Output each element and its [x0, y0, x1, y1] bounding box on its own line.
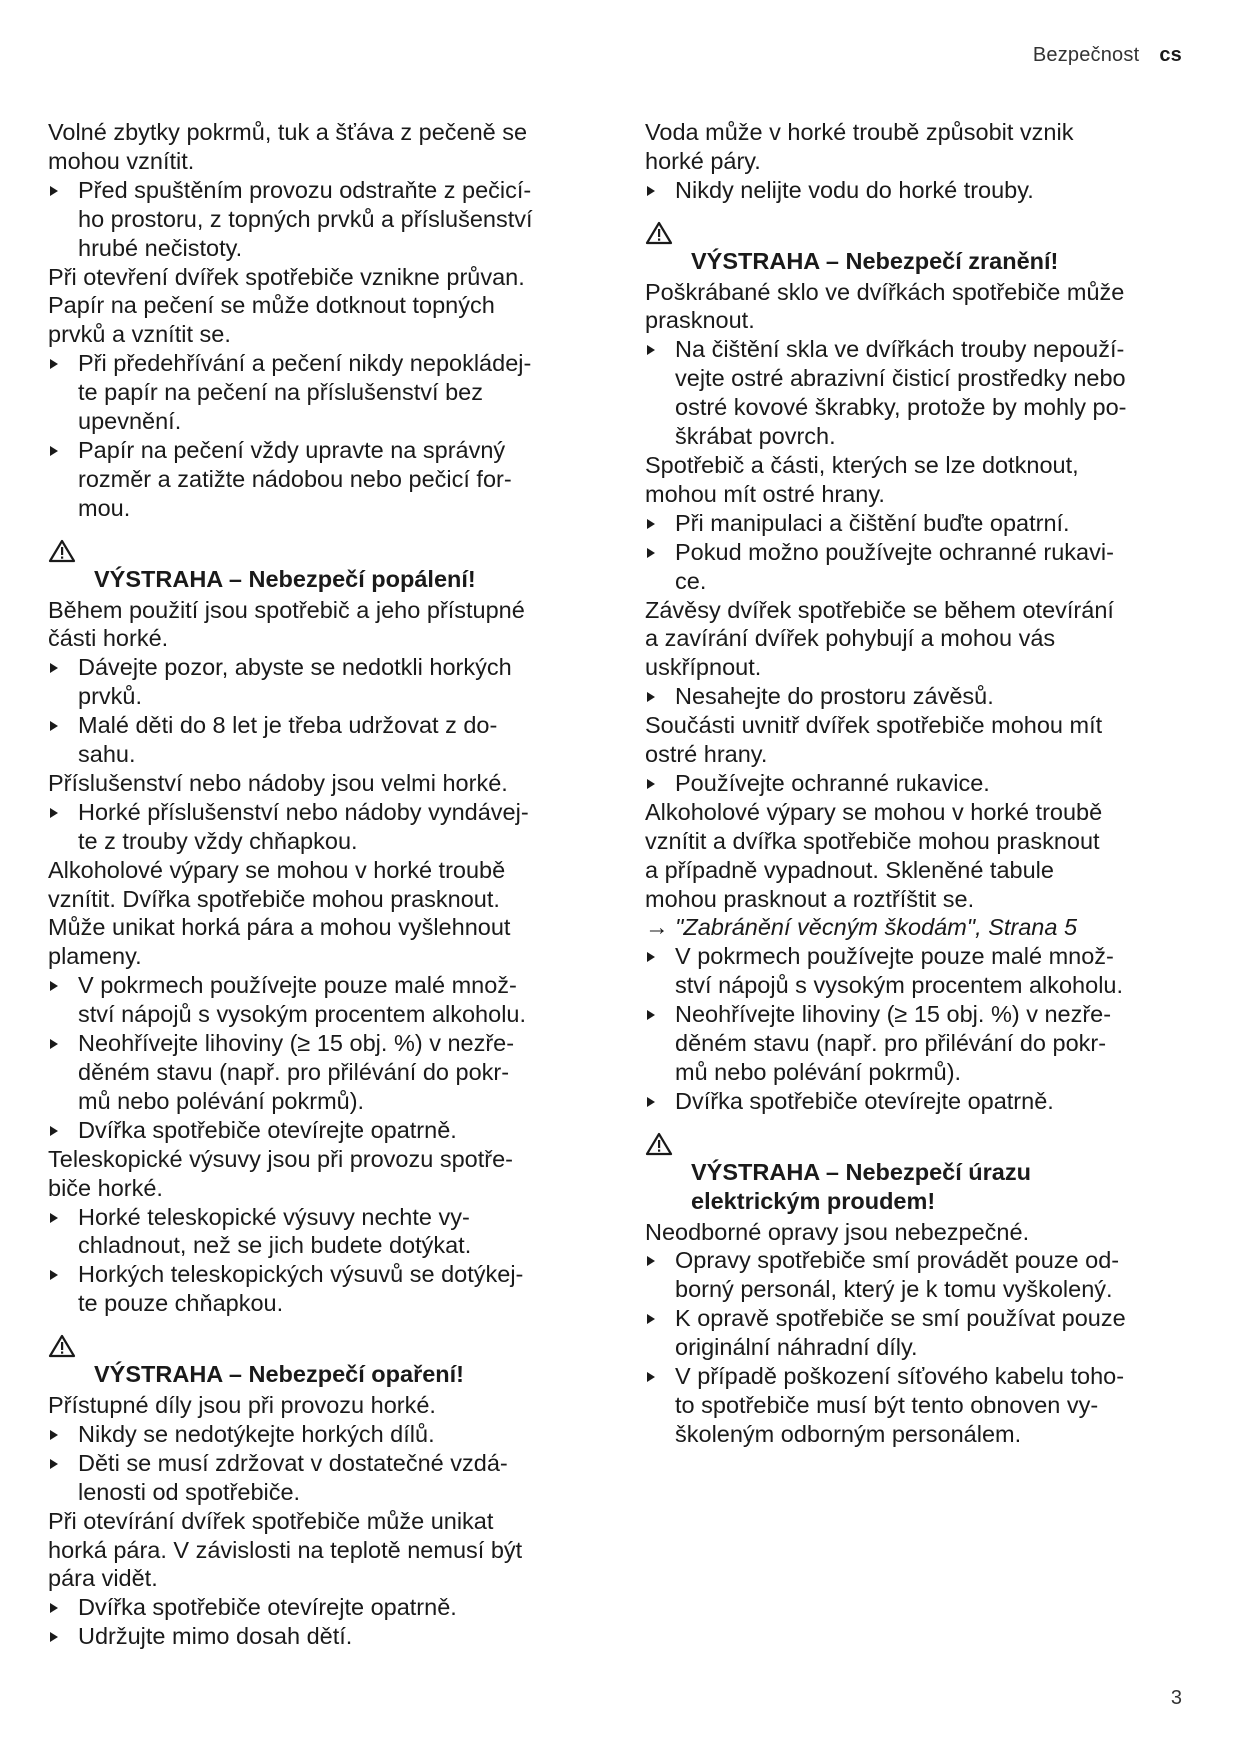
bullet-item: Dvířka spotřebiče otevírejte opatrně.: [645, 1087, 1185, 1116]
bullet-item: Udržujte mimo dosah dětí.: [48, 1622, 588, 1651]
bullet-icon: [647, 952, 655, 962]
paragraph: Alkoholové výpary se mohou v horké troubě vznítit. Dvířka spotřebiče mohou prasknout. Může unikat horká pára a mohou vyšlehnout plameny.: [48, 856, 511, 970]
warning-heading: VÝSTRAHA – Nebezpečí opaření!: [48, 1331, 588, 1389]
cross-reference-text: "Zabránění věcným škodám", Strana 5: [675, 914, 1078, 941]
bullet-icon: [50, 721, 58, 731]
bullet-icon: [50, 663, 58, 673]
bullet-item: Při předehřívání a pečení nikdy nepokládej- te papír na pečení na příslušenství bez upevnění.: [48, 349, 588, 436]
bullet-icon: [647, 1372, 655, 1382]
warning-heading: VÝSTRAHA – Nebezpečí úrazu elektrickým proudem!: [645, 1129, 1185, 1216]
warning-heading: VÝSTRAHA – Nebezpečí zranění!: [645, 218, 1185, 276]
bullet-icon: [50, 808, 58, 818]
warning-triangle-icon: [645, 221, 673, 245]
bullet-icon: [50, 1270, 58, 1280]
bullet-icon: [50, 1430, 58, 1440]
bullet-icon: [50, 981, 58, 991]
section-title: Bezpečnost: [1032, 44, 1140, 66]
paragraph: Alkoholové výpary se mohou v horké troubě vznítit a dvířka spotřebiče mohou prasknout a případně vypadnout. Skleněné tabule mohou prasknout a roztříštit se.: [645, 798, 1103, 912]
cross-reference-link[interactable]: [645, 913, 1185, 942]
bullet-icon: [647, 345, 655, 355]
bullet-item: Dávejte pozor, abyste se nedotkli horkých prvků.: [48, 653, 588, 711]
bullet-item: Neohřívejte lihoviny (≥ 15 obj. %) v nezře- děném stavu (např. pro přilévání do pokr- mů nebo polévání pokrmů).: [48, 1029, 588, 1116]
bullet-item: Nikdy nelijte vodu do horké trouby.: [645, 176, 1185, 205]
bullet-icon: [647, 1256, 655, 1266]
left-column: [48, 118, 588, 1651]
bullet-icon: [647, 1010, 655, 1020]
bullet-item: Papír na pečení vždy upravte na správný rozměr a zatižte nádobou nebo pečicí for- mou.: [48, 436, 588, 523]
bullet-item: Horkých teleskopických výsuvů se dotýkej- te pouze chňapkou.: [48, 1260, 588, 1318]
page-header: [1033, 44, 1182, 67]
bullet-icon: [50, 1459, 58, 1469]
page-number: 3: [1170, 1687, 1182, 1709]
bullet-item: Na čištění skla ve dvířkách trouby nepouží- vejte ostré abrazivní čisticí prostředky nebo ostré kovové škrabky, protože by mohly po- škrábat povrch.: [645, 335, 1185, 451]
bullet-icon: [50, 1039, 58, 1049]
bullet-icon: [50, 359, 58, 369]
paragraph: Neodborné opravy jsou nebezpečné.: [645, 1218, 1030, 1245]
language-code: cs: [1159, 44, 1182, 66]
paragraph: Přístupné díly jsou při provozu horké.: [48, 1391, 436, 1418]
bullet-icon: [647, 1314, 655, 1324]
warning-triangle-icon: [48, 1334, 76, 1358]
bullet-item: Pokud možno používejte ochranné rukavi- ce.: [645, 538, 1185, 596]
bullet-item: V případě poškození síťového kabelu toho- to spotřebiče musí být tento obnoven vy- školeným odborným personálem.: [645, 1362, 1185, 1449]
bullet-icon: [647, 186, 655, 196]
bullet-icon: [50, 1213, 58, 1223]
paragraph: Při otevírání dvířek spotřebiče může unikat horká pára. V závislosti na teplotě nemusí být pára vidět.: [48, 1507, 523, 1592]
warning-triangle-icon: [645, 1132, 673, 1156]
bullet-item: Neohřívejte lihoviny (≥ 15 obj. %) v nezře- děném stavu (např. pro přilévání do pokr- mů nebo polévání pokrmů).: [645, 1000, 1185, 1087]
paragraph: Příslušenství nebo nádoby jsou velmi horké.: [48, 769, 508, 796]
arrow-right-icon: →: [645, 914, 669, 941]
paragraph: Teleskopické výsuvy jsou při provozu spotře- biče horké.: [48, 1145, 513, 1201]
bullet-item: Při manipulaci a čištění buďte opatrní.: [645, 509, 1185, 538]
paragraph: Při otevření dvířek spotřebiče vznikne průvan. Papír na pečení se může dotknout topných prvků a vznítit se.: [48, 263, 525, 348]
bullet-item: Nesahejte do prostoru závěsů.: [645, 682, 1185, 711]
warning-triangle-icon: [48, 539, 76, 563]
paragraph: Součásti uvnitř dvířek spotřebiče mohou mít ostré hrany.: [645, 712, 1103, 768]
bullet-item: Horké příslušenství nebo nádoby vyndávej- te z trouby vždy chňapkou.: [48, 798, 588, 856]
paragraph: Během použití jsou spotřebič a jeho přístupné části horké.: [48, 596, 525, 652]
paragraph: Voda může v horké troubě způsobit vznik horké páry.: [645, 119, 1074, 174]
paragraph: Spotřebič a části, kterých se lze dotknout, mohou mít ostré hrany.: [645, 451, 1079, 507]
paragraph: Volné zbytky pokrmů, tuk a šťáva z pečeně se mohou vznítit.: [48, 119, 528, 174]
bullet-icon: [647, 779, 655, 789]
bullet-item: K opravě spotřebiče se smí používat pouze originální náhradní díly.: [645, 1304, 1185, 1362]
bullet-icon: [50, 1126, 58, 1136]
bullet-icon: [647, 692, 655, 702]
bullet-icon: [50, 186, 58, 196]
warning-heading: VÝSTRAHA – Nebezpečí popálení!: [48, 536, 588, 594]
bullet-item: V pokrmech používejte pouze malé množ- ství nápojů s vysokým procentem alkoholu.: [645, 942, 1185, 1000]
bullet-item: Děti se musí zdržovat v dostatečné vzdá- lenosti od spotřebiče.: [48, 1449, 588, 1507]
bullet-item: Používejte ochranné rukavice.: [645, 769, 1185, 798]
bullet-item: Nikdy se nedotýkejte horkých dílů.: [48, 1420, 588, 1449]
bullet-item: Horké teleskopické výsuvy nechte vy- chladnout, než se jich budete dotýkat.: [48, 1203, 588, 1261]
bullet-item: Dvířka spotřebiče otevírejte opatrně.: [48, 1593, 588, 1622]
bullet-item: Opravy spotřebiče smí provádět pouze od- borný personál, který je k tomu vyškolený.: [645, 1246, 1185, 1304]
bullet-icon: [647, 519, 655, 529]
right-column: [645, 118, 1185, 1449]
bullet-icon: [50, 446, 58, 456]
bullet-item: V pokrmech používejte pouze malé množ- ství nápojů s vysokým procentem alkoholu.: [48, 971, 588, 1029]
bullet-item: Dvířka spotřebiče otevírejte opatrně.: [48, 1116, 588, 1145]
bullet-icon: [647, 548, 655, 558]
bullet-icon: [50, 1603, 58, 1613]
paragraph: Závěsy dvířek spotřebiče se během otevírání a zavírání dvířek pohybují a mohou vás uskřípnout.: [645, 596, 1114, 681]
bullet-item: Malé děti do 8 let je třeba udržovat z do- sahu.: [48, 711, 588, 769]
bullet-icon: [50, 1632, 58, 1642]
paragraph: Poškrábané sklo ve dvířkách spotřebiče může prasknout.: [645, 278, 1125, 334]
bullet-item: Před spuštěním provozu odstraňte z pečicí- ho prostoru, z topných prvků a příslušenství hrubé nečistoty.: [48, 176, 588, 263]
bullet-icon: [647, 1097, 655, 1107]
